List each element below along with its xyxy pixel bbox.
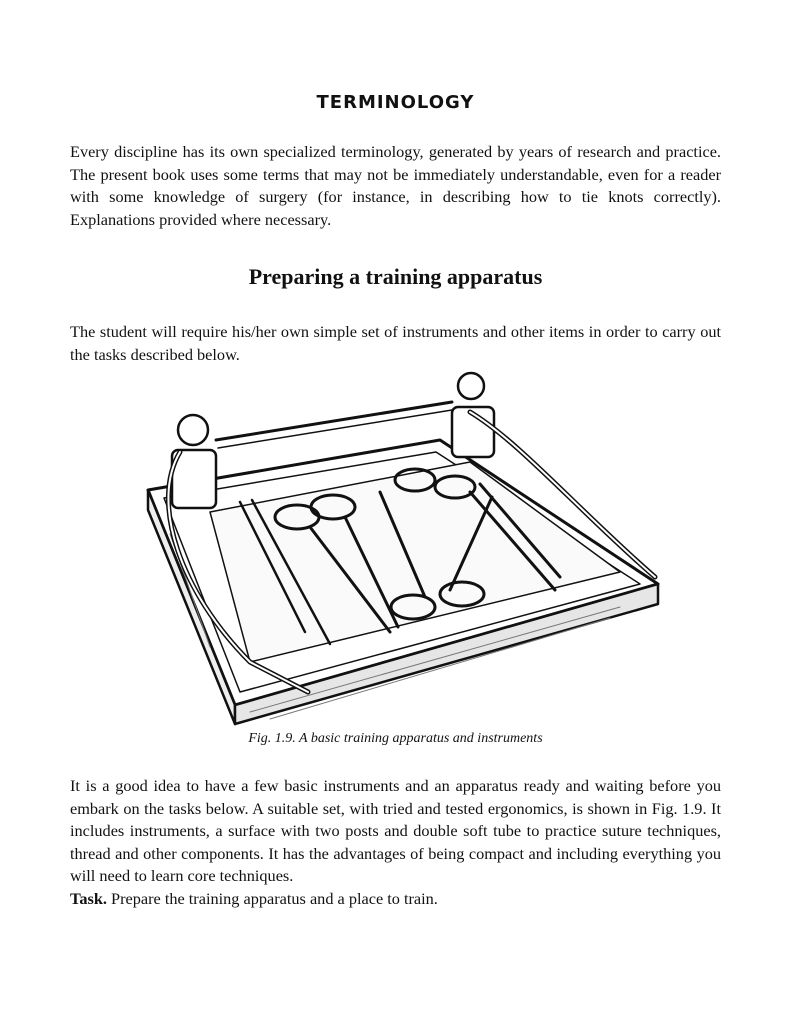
figure [140, 362, 665, 730]
lead-paragraph: The student will require his/her own simple set of instruments and other items in order to carry out the tasks described below. [70, 322, 721, 364]
figure-caption: Fig. 1.9. A basic training apparatus and instruments [248, 731, 543, 746]
left-post-ball [178, 415, 208, 445]
crossbar-tube [216, 402, 452, 440]
section-title: TERMINOLOGY [316, 92, 475, 113]
right-post-ball [458, 373, 484, 399]
intro-paragraph: Every discipline has its own specialized terminology, generated by years of research and practice. The present book uses some terms that may not be immediately understandable, even for a reader with some knowledge of surgery (for instance, in describing how to tie knots correctly). Explanations provided where necessary. [70, 142, 721, 229]
task-label: Task. [70, 888, 107, 908]
body-text: It is a good idea to have a few basic instruments and an apparatus ready and waiting before you embark on the tasks below. A suitable set, with tried and tested ergonomics, is shown in Fig. 1.9. It includes instruments, a surface with two posts and double soft tube to practice suture techniques, thread and other components. It has the advantages of being compact and including everything you will need to learn core techniques. [70, 776, 721, 885]
body-paragraph [70, 775, 721, 910]
task-text: Prepare the training apparatus and a place to train. [106, 888, 438, 908]
subheading: Preparing a training apparatus [248, 264, 543, 289]
training-apparatus-illustration [140, 362, 665, 730]
